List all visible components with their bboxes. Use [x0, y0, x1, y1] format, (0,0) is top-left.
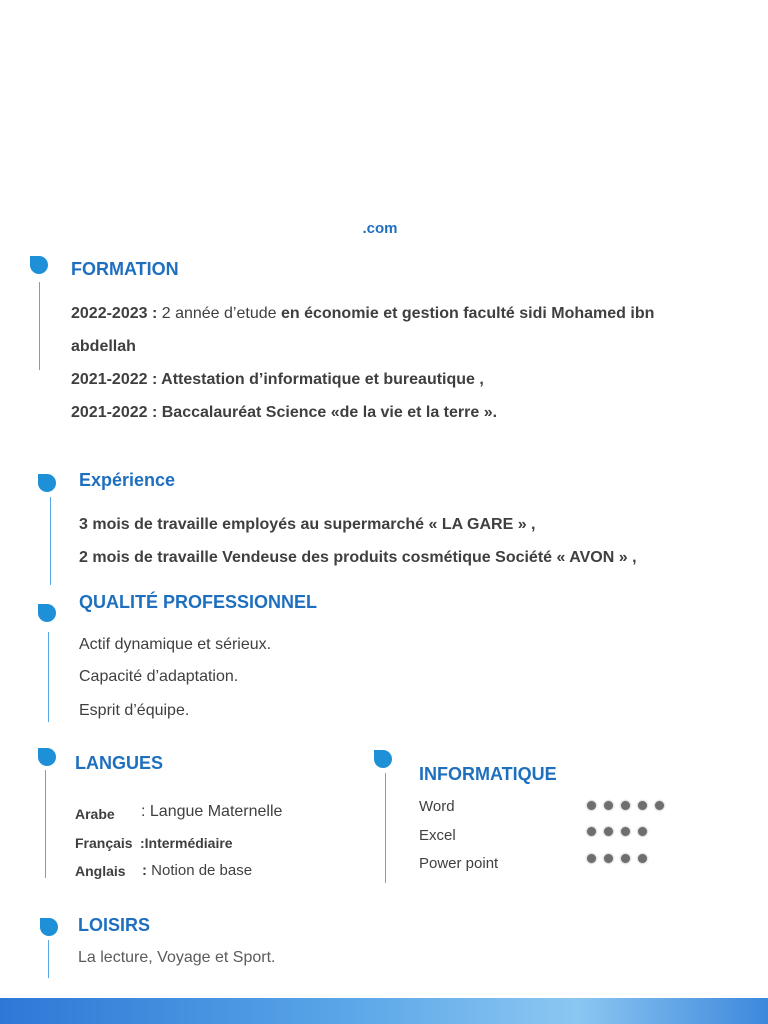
rating-dot: [621, 854, 630, 863]
language-sep: :: [141, 803, 150, 820]
section-line: [50, 497, 51, 585]
formation-plain-1: 2 année d’etude: [157, 305, 281, 322]
rating-dots: [587, 850, 655, 868]
language-name: Arabe: [75, 806, 115, 822]
section-marker-icon: [40, 918, 58, 936]
rating-dot: [587, 854, 596, 863]
formation-line-3: 2021-2022 : Baccalauréat Science «de la vie et la terre ».: [71, 404, 498, 421]
section-line: [39, 282, 40, 370]
section-marker-icon: [38, 604, 56, 622]
rating-dot: [621, 827, 630, 836]
rating-dot: [655, 801, 664, 810]
informatique-title: INFORMATIQUE: [419, 764, 557, 784]
section-line: [48, 632, 49, 722]
rating-dot: [604, 854, 613, 863]
language-level: [142, 862, 252, 879]
section-marker-icon: [38, 748, 56, 766]
language-level-text: Notion de base: [151, 862, 253, 879]
section-marker-icon: [374, 750, 392, 768]
section-line: [385, 773, 386, 883]
rating-dot: [638, 854, 647, 863]
rating-dot: [604, 827, 613, 836]
email-text: .com: [362, 220, 398, 237]
experience-title: Expérience: [79, 470, 176, 490]
qualite-item: Actif dynamique et sérieux.: [79, 636, 272, 653]
rating-dots: [587, 797, 672, 815]
software-name: Excel: [419, 827, 456, 844]
software-name: Word: [419, 798, 455, 815]
rating-dot: [604, 801, 613, 810]
rating-dot: [621, 801, 630, 810]
formation-line-1-cont: abdellah: [71, 338, 136, 355]
rating-dot: [638, 827, 647, 836]
section-line: [48, 940, 49, 978]
formation-line-1: [71, 305, 654, 323]
rating-dots: [587, 823, 655, 841]
langues-title: LANGUES: [75, 753, 164, 773]
language-level-text: Langue Maternelle: [149, 803, 283, 820]
experience-item: 3 mois de travaille employés au supermarché « LA GARE » ,: [79, 516, 536, 533]
formation-line-2: 2021-2022 : Attestation d’informatique et bureautique ,: [71, 371, 484, 388]
language-sep: :: [142, 862, 152, 879]
rating-dot: [638, 801, 647, 810]
experience-item: 2 mois de travaille Vendeuse des produits cosmétique Société « AVON » ,: [79, 549, 637, 566]
language-name: Anglais: [75, 863, 126, 879]
footer-band: [0, 998, 768, 1024]
formation-title: FORMATION: [71, 259, 179, 279]
language-level: [141, 803, 282, 821]
language-name: Français: [75, 835, 133, 851]
loisirs-text: La lecture, Voyage et Sport.: [78, 949, 276, 966]
language-level-text: Intermédiaire: [144, 835, 233, 851]
section-line: [45, 770, 46, 878]
software-name: Power point: [419, 855, 499, 872]
qualite-item: Esprit d’équipe.: [79, 702, 190, 719]
language-level: [140, 835, 233, 851]
qualite-title: QUALITÉ PROFESSIONNEL: [79, 592, 318, 612]
loisirs-title: LOISIRS: [78, 915, 151, 935]
formation-bold-1: en économie et gestion faculté sidi Mohamed ibn: [280, 305, 655, 322]
language-sep: :: [140, 835, 145, 851]
rating-dot: [587, 801, 596, 810]
qualite-item: Capacité d’adaptation.: [79, 668, 239, 685]
formation-year-1: 2022-2023 :: [71, 305, 158, 322]
section-marker-icon: [38, 474, 56, 492]
section-marker-icon: [30, 256, 48, 274]
rating-dot: [587, 827, 596, 836]
